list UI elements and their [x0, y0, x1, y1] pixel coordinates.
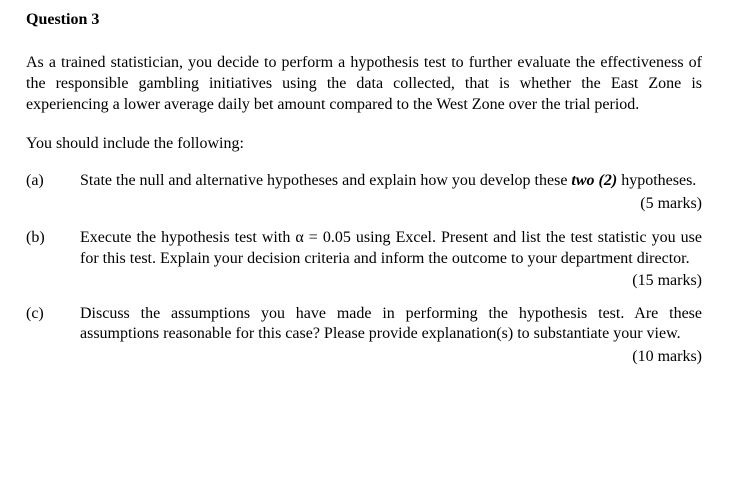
sub-question-c — [26, 304, 702, 368]
question-title: Question 3 — [26, 11, 100, 28]
sub-question-label: (b) — [26, 229, 45, 246]
sub-question-label: (c) — [26, 304, 44, 322]
question-document — [26, 10, 702, 367]
sub-question-b — [26, 228, 702, 292]
marks-label: (10 marks) — [632, 347, 702, 365]
sub-question-text-start: State the null and alternative hypotheses and explain how you develop these — [80, 172, 572, 189]
sub-question-text — [80, 171, 702, 192]
sub-question-label: (a) — [26, 172, 44, 189]
sub-question-a — [26, 171, 702, 214]
question-intro: As a trained statistician, you decide to perform a hypothesis test to further evaluate the effectiveness of the responsible gambling initiatives using the data collected, that is whether the East Zone is experiencing a lower average daily bet amount compared to the West Zone over the trial period. — [26, 54, 702, 113]
emphasis-text: two (2) — [571, 172, 618, 189]
sub-question-text: Discuss the assumptions you have made in performing the hypothesis test. Are these assumptions reasonable for this case? Please provide explanation(s) to substantiate your view. — [80, 304, 702, 342]
marks-label: (5 marks) — [640, 194, 702, 212]
sub-question-text: Execute the hypothesis test with α = 0.05 using Excel. Present and list the test statistic you use for this test. Explain your decision criteria and inform the outcome to your department director. — [80, 229, 702, 267]
include-instruction: You should include the following: — [26, 135, 244, 152]
sub-question-text-end: hypotheses. — [617, 172, 697, 189]
marks-label: (15 marks) — [632, 272, 702, 289]
